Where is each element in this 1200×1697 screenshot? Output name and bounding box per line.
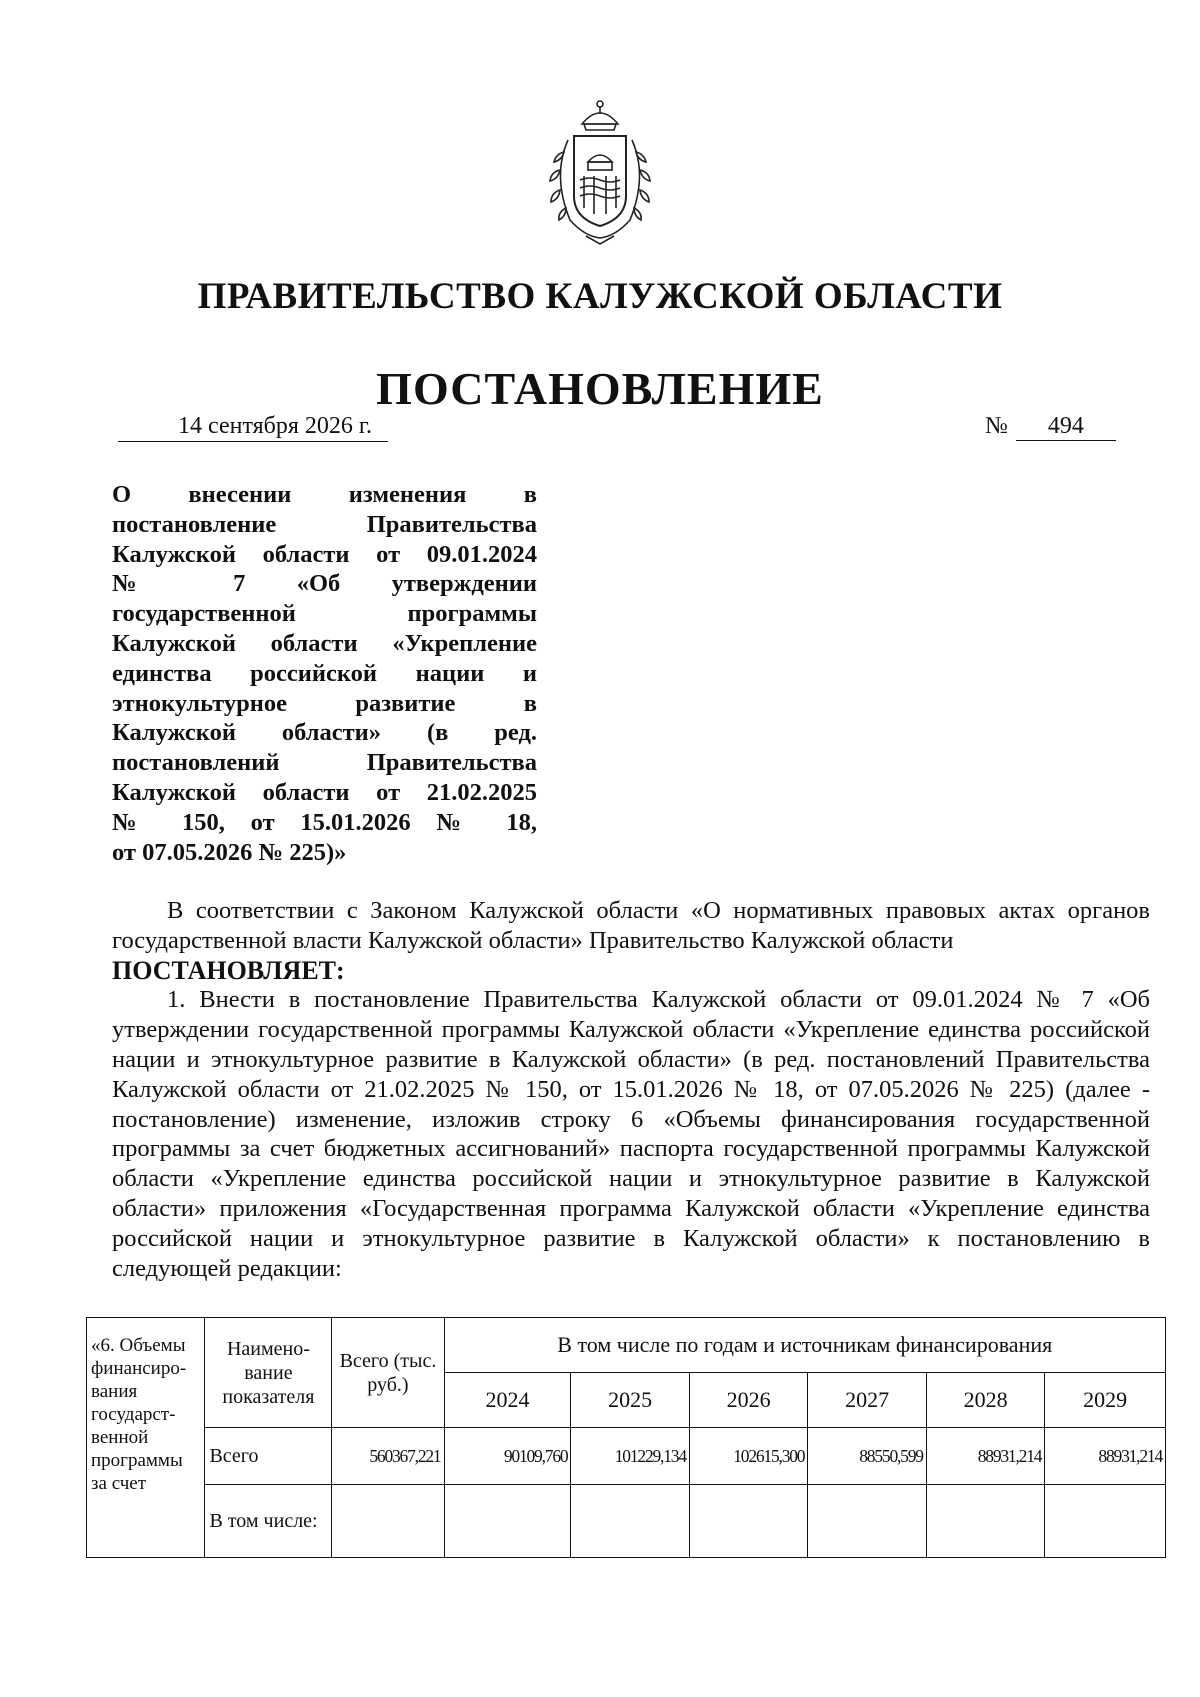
table-row: [87, 1428, 1166, 1485]
subject-line: № 7 «Об утверждении: [112, 570, 537, 598]
subject-line: постановление Правительства: [112, 510, 537, 538]
total-value-cell: [332, 1485, 444, 1558]
subject-line: единства российской нации и: [112, 659, 537, 687]
year-header: 2026: [689, 1373, 807, 1428]
financing-table: [86, 1317, 1166, 1558]
year-header: 2027: [808, 1373, 926, 1428]
intro-paragraph: В соответствии с Законом Калужской области «О нормативных правовых актах органов государственной власти Калужской области» Правительство Калужской области: [112, 897, 1150, 954]
document-body: [112, 896, 1150, 1283]
subject-line: постановлений Правительства: [112, 749, 537, 777]
subject-line: Калужской области» (в ред.: [112, 719, 537, 747]
document-number: 494: [1016, 412, 1116, 441]
year-value-cell: 102615,300: [689, 1428, 807, 1485]
subject-line: № 150, от 15.01.2026 № 18,: [112, 808, 537, 836]
document-date: 14 сентября 2026 г.: [118, 412, 388, 442]
decree-word: ПОСТАНОВЛЯЕТ:: [112, 955, 345, 985]
item-1-paragraph: 1. Внести в постановление Правительства Калужской области от 09.01.2024 № 7 «Об утверждении государственной программы Калужской области «Укрепление единства российской нации и этнокультурное развитие в Калужской области» (в ред. постановлений Правительства Калужской области от 21.02.2025 № 150, от 15.01.2026 № 18, от 07.05.2026 № 225) (далее - постановление) изменение, изложив строку 6 «Объемы финансирования государственной программы за счет бюджетных ассигнований» паспорта государственной программы Калужской области «Укрепление единства российской нации и этнокультурное развитие в Калужской области» приложения «Государственная программа Калужской области «Укрепление единства российской нации и этнокультурное развитие в Калужской области» к постановлению в следующей редакции:: [112, 986, 1150, 1282]
subject-line: Калужской области от 09.01.2024: [112, 540, 537, 568]
subject-line: этнокультурное развитие в: [112, 689, 537, 717]
year-value-cell: [689, 1485, 807, 1558]
document-type-title: ПОСТАНОВЛЕНИЕ: [376, 363, 824, 414]
year-header: 2029: [1045, 1373, 1166, 1428]
indicator-name-cell: Всего: [205, 1428, 332, 1485]
government-title: ПРАВИТЕЛЬСТВО КАЛУЖСКОЙ ОБЛАСТИ: [197, 276, 1003, 317]
number-label: №: [985, 413, 1008, 439]
year-value-cell: [444, 1485, 571, 1558]
subject-line: от 07.05.2026 № 225)»: [112, 838, 347, 866]
year-value-cell: 88550,599: [808, 1428, 926, 1485]
subject-line: О внесении изменения в: [112, 481, 537, 508]
total-value-cell: 560367,221: [332, 1428, 444, 1485]
subject-line: государственной программы: [112, 600, 537, 628]
document-subject: [112, 480, 537, 867]
document-number-block: [985, 412, 1116, 442]
table-row: [87, 1485, 1166, 1558]
indicator-name-cell: В том числе:: [205, 1485, 332, 1558]
year-value-cell: [926, 1485, 1044, 1558]
year-value-cell: [808, 1485, 926, 1558]
subject-line: Калужской области «Укрепление: [112, 629, 537, 657]
subject-line: Калужской области от 21.02.2025: [112, 778, 537, 806]
year-value-cell: 101229,134: [571, 1428, 689, 1485]
year-header: 2025: [571, 1373, 689, 1428]
year-value-cell: [571, 1485, 689, 1558]
year-value-cell: 88931,214: [926, 1428, 1044, 1485]
year-value-cell: 88931,214: [1045, 1428, 1166, 1485]
year-header: 2028: [926, 1373, 1044, 1428]
total-header: Всего (тыс. руб.): [332, 1318, 444, 1428]
year-value-cell: [1045, 1485, 1166, 1558]
year-header: 2024: [444, 1373, 571, 1428]
year-value-cell: 90109,760: [444, 1428, 571, 1485]
indicator-name-header: Наимено-вание показателя: [205, 1318, 332, 1428]
row-label-cell: «6. Объемы финансиро-вания государст-венной программы за счет: [87, 1318, 205, 1558]
years-header: В том числе по годам и источникам финансирования: [444, 1318, 1166, 1373]
coat-of-arms-emblem: [534, 96, 666, 246]
